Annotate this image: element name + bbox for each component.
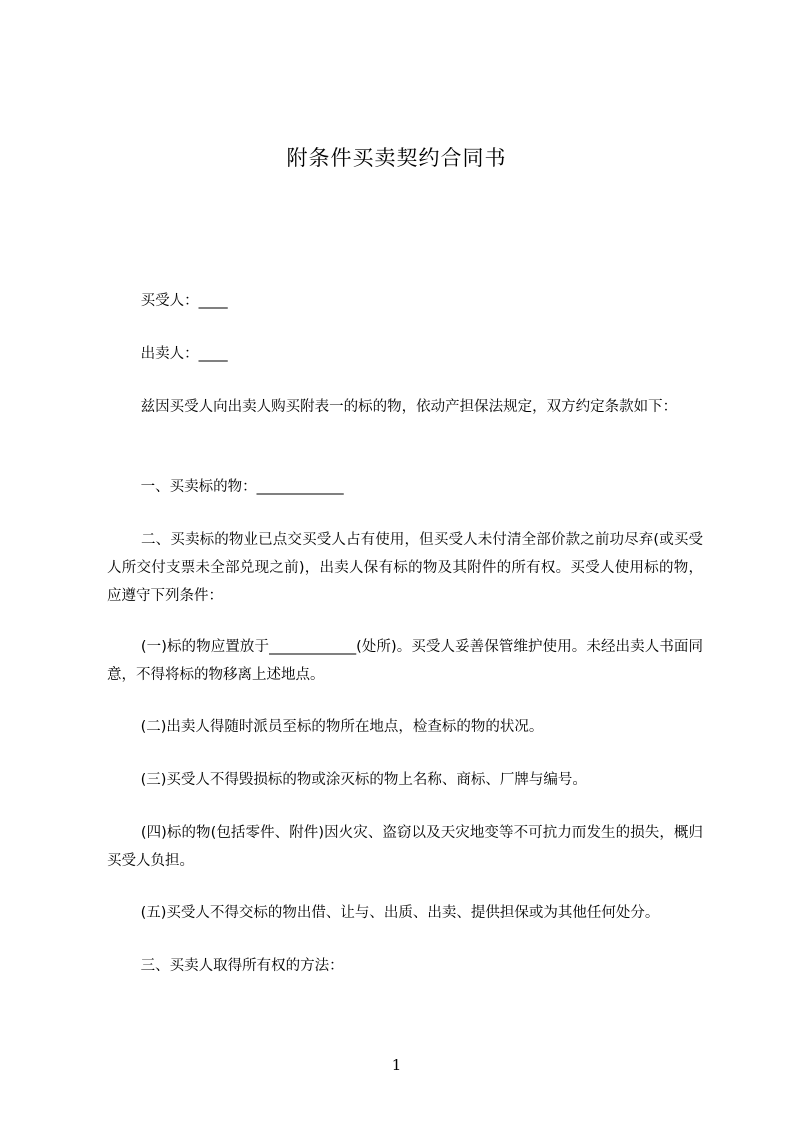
paragraph-condition-3: (三)买受人不得毁损标的物或涂灭标的物上名称、商标、厂牌与编号。 [107,772,587,788]
paragraph-clause-2: 二、买卖标的物业已点交买受人占有使用，但买受人未付清全部价款之前功尽弃(或买受人所交付支票未全部兑现之前)，出卖人保有标的物及其附件的所有权。买受人使用标的物，应遵守下列条件： [107,532,703,604]
paragraph-buyer: 买受人：____ [107,293,228,309]
paragraph-seller: 出卖人：____ [107,346,228,362]
paragraph-clause-3: 三、买卖人取得所有权的方法： [107,958,344,974]
paragraph-clause-1: 一、买卖标的物：____________ [107,479,344,495]
page-number: 1 [391,1056,402,1074]
paragraph-condition-2: (二)出卖人得随时派员至标的物所在地点，检查标的物的状况。 [107,719,544,735]
paragraph-condition-4: (四)标的物(包括零件、附件)因火灾、盗窃以及天灾地变等不可抗力而发生的损失，概归买受人负担。 [107,825,703,869]
paragraph-condition-1: (一)标的物应置放于____________(处所)。买受人妥善保管维护使用。未经出卖人书面同意，不得将标的物移离上述地点。 [107,639,703,683]
document-title: 附条件买卖契约合同书 [286,146,507,170]
paragraph-intro: 兹因买受人向出卖人购买附表一的标的物，依动产担保法规定，双方约定条款如下： [107,399,678,415]
paragraph-condition-5: (五)买受人不得交标的物出借、让与、出质、出卖、提供担保或为其他任何处分。 [107,905,660,921]
